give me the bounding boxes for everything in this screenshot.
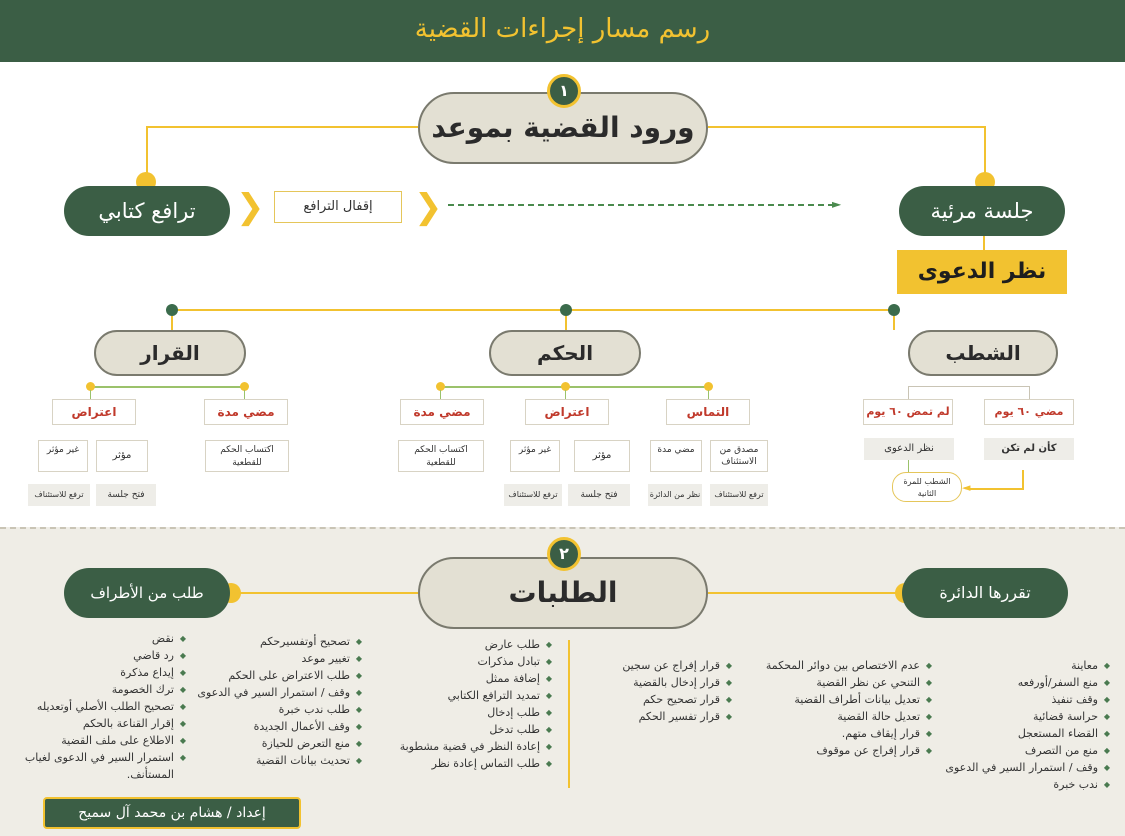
chevron-left-icon: ❮: [414, 187, 443, 227]
connector-dot: [166, 304, 178, 316]
list-item: ◆ تعديل حالة القضية: [740, 708, 932, 725]
list-item: ◆ استمرار السير في الدعوى لغياب المستأنف.: [8, 749, 186, 783]
finality-box: اكتساب الحكم للقطعية: [205, 440, 289, 472]
dashed-arrow-line: [448, 204, 834, 206]
arrow-head-icon: ◄: [962, 481, 971, 494]
case-arrival-pill: ورود القضية بموعد: [418, 92, 708, 164]
connector: [146, 126, 418, 128]
list-item: ◆ منع من التصرف: [940, 742, 1110, 759]
connector: [244, 390, 245, 399]
connector: [893, 316, 895, 330]
effective-box: مؤثر: [574, 440, 630, 472]
divider: [568, 640, 570, 788]
not-effective-box: غير مؤثر: [38, 440, 88, 472]
appeal-box: ترفع للاستئناف: [504, 484, 562, 506]
party-request-pill: طلب من الأطراف: [64, 568, 230, 618]
connector: [908, 460, 909, 472]
list-item: ◆ طلب تدخل: [392, 721, 552, 738]
list-item: ◆ عدم الاختصاص بين دوائر المحكمة: [740, 657, 932, 674]
circuit-review-box: نظر من الدائرة: [648, 484, 702, 506]
list-item: ◆ إيداع مذكرة: [8, 664, 186, 681]
court-list-1: [940, 657, 1110, 793]
60-days-box: مضي ٦٠ يوم: [984, 399, 1074, 425]
party-list-2: [196, 633, 362, 769]
connector: [708, 126, 986, 128]
connector: [1022, 470, 1024, 490]
party-list-1: [392, 636, 552, 772]
page-title: رسم مسار إجراءات القضية: [0, 0, 1125, 62]
connector-dot: [560, 304, 572, 316]
court-list-3: [598, 657, 732, 725]
list-item: ◆ طلب إدخال: [392, 704, 552, 721]
judgment-pill: الحكم: [489, 330, 641, 376]
not-60-days-box: لم تمض ٦٠ يوم: [863, 399, 953, 425]
list-item: ◆ الاطلاع على ملف القضية: [8, 732, 186, 749]
author-credit: إعداد / هشام بن محمد آل سميح: [43, 797, 301, 829]
court-list-2: [740, 657, 932, 759]
decision-period-box: مضي مدة: [204, 399, 288, 425]
list-item: ◆ نقض: [8, 630, 186, 647]
review-box: نظر الدعوى: [864, 438, 954, 460]
requests-pill: الطلبات: [418, 557, 708, 629]
connector: [172, 309, 894, 311]
chevron-left-icon: ❮: [236, 187, 265, 227]
list-item: ◆ معاينة: [940, 657, 1110, 674]
list-item: ◆ إقرار القناعة بالحكم: [8, 715, 186, 732]
connector-dot: [888, 304, 900, 316]
list-item: ◆ طلب الاعتراض على الحكم: [196, 667, 362, 684]
video-session-pill: جلسة مرئية: [899, 186, 1065, 236]
period-lapsed-box: مضي مدة: [650, 440, 702, 472]
list-item: ◆ تعديل بيانات أطراف القضية: [740, 691, 932, 708]
list-item: ◆ ترك الخصومة: [8, 681, 186, 698]
connector: [90, 386, 244, 388]
connector: [708, 390, 709, 399]
list-item: ◆ طلب عارض: [392, 636, 552, 653]
list-item: ◆ طلب ندب خبرة: [196, 701, 362, 718]
list-item: ◆ تمديد الترافع الكتابي: [392, 687, 552, 704]
circuit-decides-pill: تقررها الدائرة: [902, 568, 1068, 618]
strike-off-pill: الشطب: [908, 330, 1058, 376]
appeal-box: ترفع للاستئناف: [710, 484, 768, 506]
effective-box: مؤثر: [96, 440, 148, 472]
list-item: ◆ وقف / استمرار السير في الدعوى: [196, 684, 362, 701]
judgment-period-box: مضي مدة: [400, 399, 484, 425]
connector: [970, 488, 1024, 490]
party-list-3: [8, 630, 186, 783]
list-item: ◆ قرار إفراج عن موقوف: [740, 742, 932, 759]
connector: [440, 390, 441, 399]
connector: [90, 390, 91, 399]
judgment-objection-box: اعتراض: [525, 399, 609, 425]
open-session-box: فتح جلسة: [96, 484, 156, 506]
arrow-head-icon: ►: [832, 197, 842, 211]
list-item: ◆ وقف الأعمال الجديدة: [196, 718, 362, 735]
list-item: ◆ تصحيح أوتفسيرحكم: [196, 633, 362, 650]
list-item: ◆ وقف / استمرار السير في الدعوى: [940, 759, 1110, 776]
decision-objection-box: اعتراض: [52, 399, 136, 425]
list-item: ◆ وقف تنفيذ: [940, 691, 1110, 708]
appeal-approved-box: مصدق من الاستئناف: [710, 440, 768, 472]
list-item: ◆ القضاء المستعجل: [940, 725, 1110, 742]
connector: [708, 592, 904, 594]
connector: [983, 236, 985, 250]
finality-box: اكتساب الحكم للقطعية: [398, 440, 484, 472]
close-pleading-box: إقفال الترافع: [274, 191, 402, 223]
list-item: ◆ قرار تصحيح حكم: [598, 691, 732, 708]
list-item: ◆ ندب خبرة: [940, 776, 1110, 793]
list-item: ◆ قرار إفراج عن سجين: [598, 657, 732, 674]
void-box: كأن لم تكن: [984, 438, 1074, 460]
list-item: ◆ تغيير موعد: [196, 650, 362, 667]
list-item: ◆ تصحيح الطلب الأصلي أوتعديله: [8, 698, 186, 715]
list-item: ◆ إضافة ممثل: [392, 670, 552, 687]
list-item: ◆ قرار تفسير الحكم: [598, 708, 732, 725]
connector: [440, 386, 708, 388]
list-item: ◆ التنحي عن نظر القضية: [740, 674, 932, 691]
list-item: ◆ منع السفر/أورفعه: [940, 674, 1110, 691]
connector: [908, 386, 1030, 399]
decision-pill: القرار: [94, 330, 246, 376]
list-item: ◆ تبادل مذكرات: [392, 653, 552, 670]
case-review-box: نظر الدعوى: [897, 250, 1067, 294]
open-session-box: فتح جلسة: [568, 484, 630, 506]
connector: [565, 390, 566, 399]
connector: [171, 316, 173, 330]
written-pleading-pill: ترافع كتابي: [64, 186, 230, 236]
connector: [565, 316, 567, 330]
judgment-petition-box: التماس: [666, 399, 750, 425]
not-effective-box: غير مؤثر: [510, 440, 560, 472]
list-item: ◆ منع التعرض للحيازة: [196, 735, 362, 752]
list-item: ◆ قرار إيقاف متهم.: [740, 725, 932, 742]
list-item: ◆ تحديث بيانات القضية: [196, 752, 362, 769]
list-item: ◆ قرار إدخال بالقضية: [598, 674, 732, 691]
appeal-box: ترفع للاستئناف: [28, 484, 90, 506]
list-item: ◆ إعادة النظر في قضية مشطوبة: [392, 738, 552, 755]
connector: [232, 592, 422, 594]
list-item: ◆ رد قاضي: [8, 647, 186, 664]
second-strike-box: الشطب للمرة الثانية: [892, 472, 962, 502]
step-number: ١: [547, 74, 581, 108]
list-item: ◆ حراسة قضائية: [940, 708, 1110, 725]
step-number: ٢: [547, 537, 581, 571]
list-item: ◆ طلب التماس إعادة نظر: [392, 755, 552, 772]
